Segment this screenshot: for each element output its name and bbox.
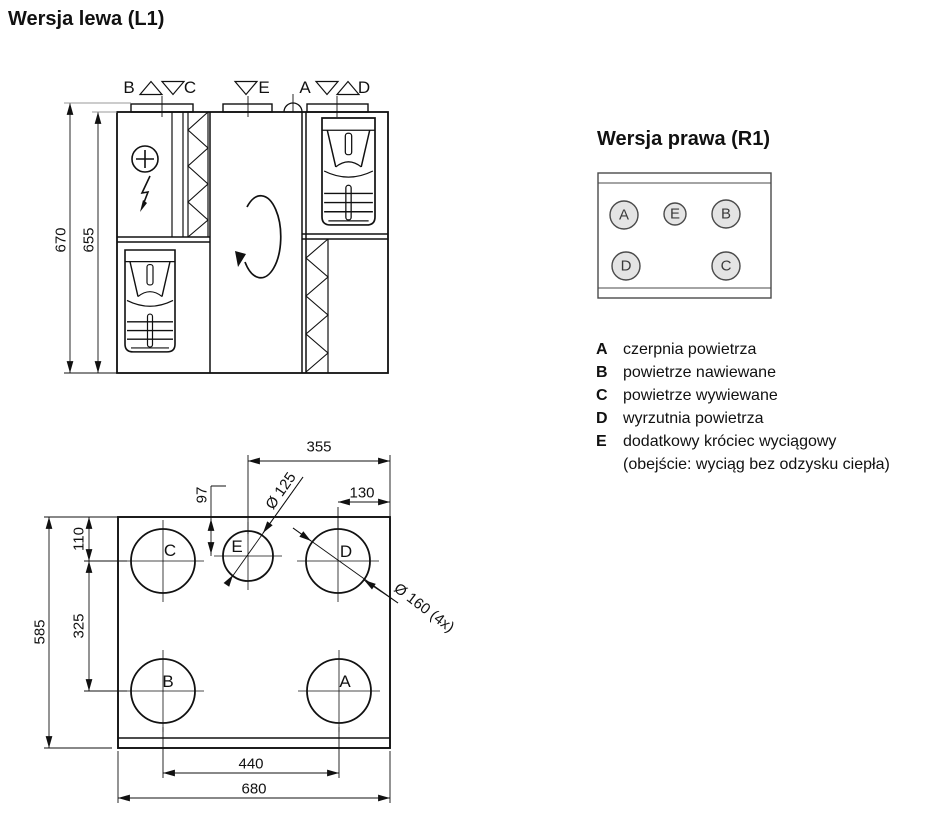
r1-port-b: B [720, 205, 732, 223]
legend-item [596, 430, 936, 453]
legend-key: C [596, 387, 608, 404]
r1-port-a: A [618, 206, 630, 224]
legend-key: A [596, 341, 608, 358]
dim-440: 440 [238, 755, 264, 773]
dim-325: 325 [70, 613, 88, 639]
legend-text: wyrzutnia powietrza [623, 410, 764, 427]
dim-110: 110 [70, 527, 88, 551]
r1-port-e: E [669, 205, 681, 223]
tv-port-c: C [163, 541, 177, 560]
legend-note-row [596, 453, 936, 476]
legend-key: D [596, 410, 608, 427]
top-view-dimensions [44, 455, 398, 803]
dim-dia-160: Ø 160 (4x) [390, 579, 458, 637]
legend-item [596, 407, 936, 430]
legend-item [596, 361, 936, 384]
fan-upper-right [322, 118, 375, 225]
legend-key: E [596, 433, 607, 450]
top-view-linework [44, 455, 398, 803]
legend-text: dodatkowy króciec wyciągowy [623, 433, 837, 450]
page-title-right: Wersja prawa (R1) [597, 128, 771, 150]
port-label-d: D [357, 78, 371, 97]
front-view-linework [64, 82, 388, 374]
page-title-left: Wersja lewa (L1) [8, 8, 165, 30]
dim-355: 355 [306, 438, 332, 456]
legend-text: czerpnia powietrza [623, 341, 757, 358]
triangle-down-icon [235, 82, 257, 95]
port-label-e: E [258, 78, 270, 97]
rotation-arrow-icon [235, 196, 281, 278]
front-view-dimensions [64, 103, 131, 373]
legend-key: B [596, 364, 608, 381]
tv-port-a: A [339, 672, 351, 691]
tv-port-b: B [162, 672, 174, 691]
legend-item [596, 384, 936, 407]
right-view-linework [598, 173, 771, 298]
dim-655: 655 [80, 227, 98, 253]
r1-port-d: D [620, 257, 632, 275]
legend-text: powietrze nawiewane [623, 364, 776, 381]
port-symbols [140, 82, 359, 95]
dim-680: 680 [241, 780, 267, 798]
fan-lower-left [125, 250, 175, 352]
triangle-down-icon [162, 82, 184, 95]
port-label-c: C [183, 78, 197, 97]
dim-585: 585 [31, 619, 49, 645]
dim-130: 130 [349, 484, 375, 502]
tv-port-e: E [231, 537, 243, 556]
lightning-icon [140, 176, 150, 212]
legend-item [596, 338, 936, 361]
triangle-up-icon [337, 82, 359, 95]
port-label-b: B [123, 78, 135, 97]
triangle-down-icon [316, 82, 338, 95]
dim-670: 670 [52, 227, 70, 253]
r1-port-c: C [720, 257, 732, 275]
legend-text: powietrze wywiewane [623, 387, 778, 404]
dim-97: 97 [193, 486, 211, 504]
port-label-a: A [299, 78, 311, 97]
dim-dia-125: Ø 125 [262, 469, 300, 513]
heater-plus-icon [132, 146, 158, 172]
legend-note: (obejście: wyciąg bez odzysku ciepła) [623, 456, 890, 473]
triangle-up-icon [140, 82, 162, 95]
legend [596, 338, 936, 476]
tv-port-d: D [339, 542, 353, 561]
